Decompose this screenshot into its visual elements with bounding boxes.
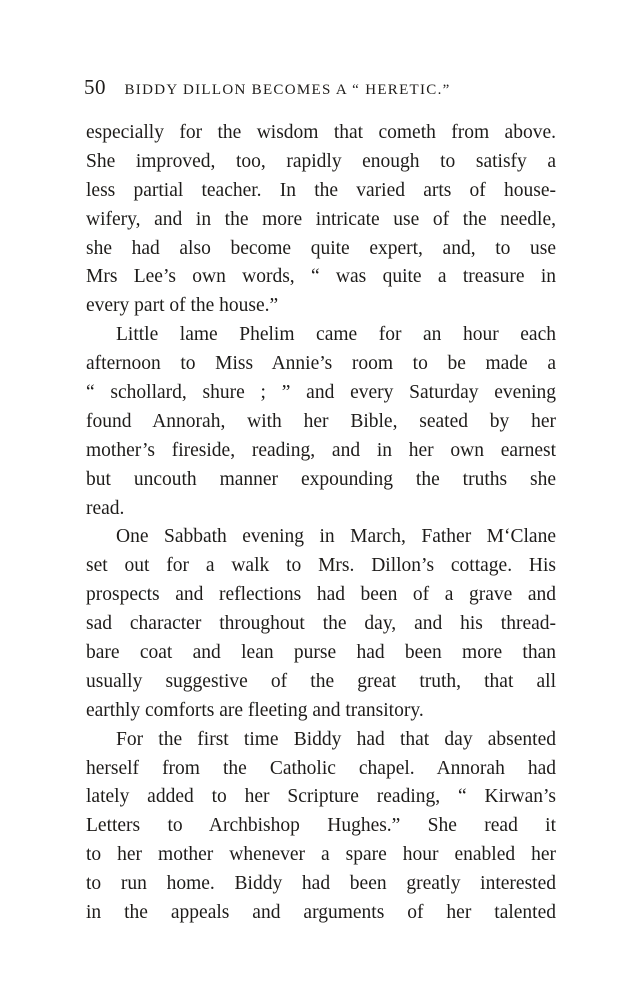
text-line: to run home. Biddy had been greatly interested xyxy=(86,873,556,895)
text-line: Little lame Phelim came for an hour each xyxy=(116,324,556,346)
text-line: herself from the Catholic chapel. Annorah had xyxy=(86,757,556,779)
text-line: wifery, and in the more intricate use of the needle, xyxy=(86,208,556,230)
page-number: 50 xyxy=(84,75,106,99)
text-line: Mrs Lee’s own words, “ was quite a treasure in xyxy=(86,266,556,288)
running-head xyxy=(84,74,554,100)
text-line: less partial teacher. In the varied arts of house- xyxy=(86,179,556,201)
text-line: sad character throughout the day, and his thread- xyxy=(86,613,556,635)
text-line: afternoon to Miss Annie’s room to be made a xyxy=(86,353,556,375)
text-line: “ schollard, shure ; ” and every Saturday evening xyxy=(86,382,556,404)
text-line: mother’s fireside, reading, and in her own earnest xyxy=(86,439,556,461)
body-text xyxy=(86,119,556,928)
text-line: she had also become quite expert, and, to use xyxy=(86,237,556,259)
text-line: bare coat and lean purse had been more than xyxy=(86,642,556,664)
text-line: every part of the house.” xyxy=(86,295,279,317)
text-line: lately added to her Scripture reading, “ Kirwan’s xyxy=(86,786,556,808)
text-line: in the appeals and arguments of her talented xyxy=(86,902,556,924)
text-line: earthly comforts are fleeting and transitory. xyxy=(86,699,424,721)
text-line: usually suggestive of the great truth, that all xyxy=(86,670,556,692)
text-line: but uncouth manner expounding the truths she xyxy=(86,468,556,490)
text-line: One Sabbath evening in March, Father M‘Clane xyxy=(116,526,556,548)
text-line: found Annorah, with her Bible, seated by her xyxy=(86,410,556,432)
text-line: prospects and reflections had been of a grave and xyxy=(86,584,556,606)
text-line: set out for a walk to Mrs. Dillon’s cottage. His xyxy=(86,555,556,577)
text-line: to her mother whenever a spare hour enabled her xyxy=(86,844,556,866)
running-title: BIDDY DILLON BECOMES A “ HERETIC.” xyxy=(124,82,451,98)
text-line: Letters to Archbishop Hughes.” She read it xyxy=(86,815,556,837)
text-line: She improved, too, rapidly enough to satisfy a xyxy=(86,150,556,172)
text-line: For the first time Biddy had that day absented xyxy=(116,728,556,750)
text-line: especially for the wisdom that cometh from above. xyxy=(86,122,556,143)
text-line: read. xyxy=(86,497,125,519)
